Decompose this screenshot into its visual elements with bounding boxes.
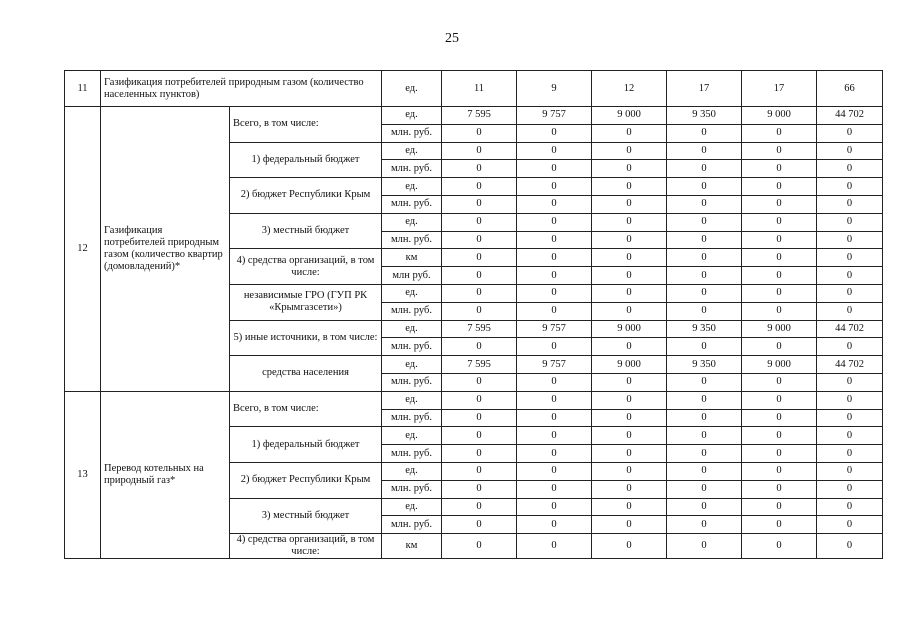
funding-source-label: 2) бюджет Республики Крым bbox=[230, 462, 382, 498]
value-cell: 0 bbox=[592, 445, 667, 463]
value-cell: 9 000 bbox=[742, 320, 817, 338]
value-cell: 0 bbox=[742, 516, 817, 534]
value-cell: 0 bbox=[442, 480, 517, 498]
value-cell: 0 bbox=[667, 160, 742, 178]
value-cell: 0 bbox=[667, 124, 742, 142]
value-cell: 0 bbox=[667, 373, 742, 391]
value-cell: 0 bbox=[667, 462, 742, 480]
value-cell: 0 bbox=[817, 427, 883, 445]
value-cell: 0 bbox=[517, 160, 592, 178]
value-cell: 0 bbox=[817, 142, 883, 160]
value-cell: 0 bbox=[592, 124, 667, 142]
value-cell: 0 bbox=[442, 231, 517, 249]
value-cell: 0 bbox=[592, 516, 667, 534]
unit-cell: ед. bbox=[382, 498, 442, 516]
table-body bbox=[65, 71, 883, 559]
indicator-name: Газификация потребителей природным газом (количество населенных пунктов) bbox=[101, 71, 382, 107]
table-row bbox=[65, 391, 883, 409]
unit-cell: млн. руб. bbox=[382, 160, 442, 178]
value-cell: 0 bbox=[592, 213, 667, 231]
value-cell: 9 350 bbox=[667, 320, 742, 338]
funding-source-label: 1) федеральный бюджет bbox=[230, 427, 382, 463]
value-cell: 0 bbox=[442, 124, 517, 142]
value-cell: 9 350 bbox=[667, 356, 742, 374]
value-cell: 0 bbox=[742, 160, 817, 178]
value-cell: 0 bbox=[592, 178, 667, 196]
value-cell: 0 bbox=[517, 534, 592, 559]
value-cell: 0 bbox=[517, 249, 592, 267]
value-cell: 0 bbox=[592, 249, 667, 267]
value-cell: 0 bbox=[442, 178, 517, 196]
page-number: 25 bbox=[445, 31, 459, 46]
funding-source-label: 4) средства организаций, в том числе: bbox=[230, 249, 382, 285]
value-cell: 0 bbox=[817, 160, 883, 178]
value-cell: 0 bbox=[742, 124, 817, 142]
unit-cell: млн. руб. bbox=[382, 302, 442, 320]
value-cell: 0 bbox=[817, 480, 883, 498]
gasification-table bbox=[64, 70, 883, 559]
value-cell: 11 bbox=[442, 71, 517, 107]
value-cell: 0 bbox=[592, 391, 667, 409]
value-cell: 0 bbox=[817, 267, 883, 285]
funding-source-label: 3) местный бюджет bbox=[230, 213, 382, 249]
value-cell: 0 bbox=[517, 302, 592, 320]
unit-cell: млн. руб. bbox=[382, 231, 442, 249]
value-cell: 0 bbox=[517, 480, 592, 498]
unit-cell: ед. bbox=[382, 427, 442, 445]
value-cell: 0 bbox=[742, 338, 817, 356]
value-cell: 0 bbox=[592, 284, 667, 302]
value-cell: 0 bbox=[592, 534, 667, 559]
value-cell: 0 bbox=[742, 249, 817, 267]
value-cell: 0 bbox=[442, 213, 517, 231]
value-cell: 0 bbox=[517, 462, 592, 480]
value-cell: 0 bbox=[667, 231, 742, 249]
unit-cell: млн. руб. bbox=[382, 409, 442, 427]
value-cell: 0 bbox=[817, 462, 883, 480]
value-cell: 0 bbox=[592, 302, 667, 320]
value-cell: 0 bbox=[442, 142, 517, 160]
unit-cell: млн. руб. bbox=[382, 445, 442, 463]
row-number: 12 bbox=[65, 107, 101, 392]
value-cell: 9 000 bbox=[592, 107, 667, 125]
unit-cell: млн. руб. bbox=[382, 338, 442, 356]
table-row bbox=[65, 71, 883, 107]
funding-source-label: 2) бюджет Республики Крым bbox=[230, 178, 382, 214]
unit-cell: ед. bbox=[382, 107, 442, 125]
value-cell: 0 bbox=[742, 391, 817, 409]
value-cell: 0 bbox=[442, 462, 517, 480]
value-cell: 0 bbox=[667, 284, 742, 302]
value-cell: 0 bbox=[742, 427, 817, 445]
value-cell: 0 bbox=[742, 195, 817, 213]
value-cell: 0 bbox=[517, 124, 592, 142]
value-cell: 0 bbox=[742, 213, 817, 231]
value-cell: 0 bbox=[667, 142, 742, 160]
value-cell: 0 bbox=[817, 178, 883, 196]
value-cell: 7 595 bbox=[442, 356, 517, 374]
unit-cell: млн руб. bbox=[382, 267, 442, 285]
value-cell: 0 bbox=[817, 124, 883, 142]
value-cell: 0 bbox=[592, 338, 667, 356]
value-cell: 9 bbox=[517, 71, 592, 107]
value-cell: 0 bbox=[667, 267, 742, 285]
value-cell: 0 bbox=[517, 373, 592, 391]
unit-cell: км bbox=[382, 249, 442, 267]
value-cell: 0 bbox=[517, 213, 592, 231]
value-cell: 0 bbox=[817, 195, 883, 213]
value-cell: 0 bbox=[517, 142, 592, 160]
value-cell: 9 000 bbox=[592, 356, 667, 374]
value-cell: 9 000 bbox=[592, 320, 667, 338]
value-cell: 0 bbox=[742, 373, 817, 391]
value-cell: 0 bbox=[667, 498, 742, 516]
value-cell: 44 702 bbox=[817, 320, 883, 338]
value-cell: 0 bbox=[667, 249, 742, 267]
value-cell: 0 bbox=[742, 142, 817, 160]
value-cell: 0 bbox=[742, 409, 817, 427]
value-cell: 0 bbox=[517, 391, 592, 409]
value-cell: 0 bbox=[517, 178, 592, 196]
value-cell: 0 bbox=[667, 195, 742, 213]
value-cell: 0 bbox=[592, 231, 667, 249]
value-cell: 12 bbox=[592, 71, 667, 107]
value-cell: 0 bbox=[517, 498, 592, 516]
table-row bbox=[65, 107, 883, 125]
value-cell: 17 bbox=[742, 71, 817, 107]
value-cell: 0 bbox=[517, 338, 592, 356]
value-cell: 0 bbox=[817, 213, 883, 231]
value-cell: 0 bbox=[742, 231, 817, 249]
value-cell: 0 bbox=[517, 409, 592, 427]
value-cell: 0 bbox=[817, 409, 883, 427]
value-cell: 0 bbox=[817, 391, 883, 409]
value-cell: 0 bbox=[517, 445, 592, 463]
value-cell: 0 bbox=[442, 391, 517, 409]
value-cell: 0 bbox=[592, 373, 667, 391]
value-cell: 17 bbox=[667, 71, 742, 107]
value-cell: 0 bbox=[667, 302, 742, 320]
funding-source-label: Всего, в том числе: bbox=[230, 107, 382, 143]
funding-source-label: 3) местный бюджет bbox=[230, 498, 382, 534]
value-cell: 0 bbox=[742, 480, 817, 498]
value-cell: 7 595 bbox=[442, 107, 517, 125]
value-cell: 0 bbox=[592, 462, 667, 480]
value-cell: 0 bbox=[817, 249, 883, 267]
value-cell: 0 bbox=[442, 516, 517, 534]
value-cell: 0 bbox=[442, 373, 517, 391]
unit-cell: ед. bbox=[382, 320, 442, 338]
value-cell: 9 000 bbox=[742, 107, 817, 125]
value-cell: 9 757 bbox=[517, 320, 592, 338]
unit-cell: млн. руб. bbox=[382, 373, 442, 391]
unit-cell: км bbox=[382, 534, 442, 559]
value-cell: 0 bbox=[817, 284, 883, 302]
value-cell: 0 bbox=[517, 284, 592, 302]
value-cell: 66 bbox=[817, 71, 883, 107]
row-number: 11 bbox=[65, 71, 101, 107]
unit-cell: ед. bbox=[382, 142, 442, 160]
value-cell: 0 bbox=[742, 498, 817, 516]
value-cell: 0 bbox=[442, 427, 517, 445]
value-cell: 0 bbox=[592, 480, 667, 498]
value-cell: 0 bbox=[517, 195, 592, 213]
value-cell: 0 bbox=[667, 338, 742, 356]
value-cell: 44 702 bbox=[817, 356, 883, 374]
value-cell: 0 bbox=[667, 178, 742, 196]
unit-cell: ед. bbox=[382, 391, 442, 409]
funding-source-label: 4) средства организаций, в том числе: bbox=[230, 534, 382, 559]
value-cell: 0 bbox=[592, 142, 667, 160]
value-cell: 9 350 bbox=[667, 107, 742, 125]
value-cell: 0 bbox=[817, 445, 883, 463]
value-cell: 0 bbox=[742, 284, 817, 302]
value-cell: 0 bbox=[442, 302, 517, 320]
value-cell: 9 757 bbox=[517, 356, 592, 374]
unit-cell: млн. руб. bbox=[382, 480, 442, 498]
unit-cell: ед. bbox=[382, 213, 442, 231]
funding-source-label: Всего, в том числе: bbox=[230, 391, 382, 427]
value-cell: 0 bbox=[442, 409, 517, 427]
value-cell: 0 bbox=[742, 462, 817, 480]
value-cell: 0 bbox=[742, 445, 817, 463]
unit-cell: ед. bbox=[382, 356, 442, 374]
value-cell: 0 bbox=[817, 231, 883, 249]
unit-cell: ед. bbox=[382, 178, 442, 196]
value-cell: 0 bbox=[592, 498, 667, 516]
unit-cell: ед. bbox=[382, 71, 442, 107]
value-cell: 9 757 bbox=[517, 107, 592, 125]
unit-cell: ед. bbox=[382, 462, 442, 480]
indicator-name: Перевод котельных на природный газ* bbox=[101, 391, 230, 558]
value-cell: 0 bbox=[517, 267, 592, 285]
value-cell: 0 bbox=[592, 267, 667, 285]
value-cell: 0 bbox=[592, 195, 667, 213]
funding-source-label: 1) федеральный бюджет bbox=[230, 142, 382, 178]
value-cell: 0 bbox=[592, 427, 667, 445]
funding-source-label: 5) иные источники, в том числе: bbox=[230, 320, 382, 356]
value-cell: 0 bbox=[742, 302, 817, 320]
unit-cell: млн. руб. bbox=[382, 516, 442, 534]
value-cell: 0 bbox=[442, 160, 517, 178]
value-cell: 0 bbox=[442, 195, 517, 213]
value-cell: 0 bbox=[592, 160, 667, 178]
row-number: 13 bbox=[65, 391, 101, 558]
value-cell: 0 bbox=[667, 445, 742, 463]
value-cell: 0 bbox=[517, 516, 592, 534]
value-cell: 0 bbox=[442, 445, 517, 463]
value-cell: 0 bbox=[667, 534, 742, 559]
value-cell: 0 bbox=[517, 231, 592, 249]
value-cell: 0 bbox=[442, 267, 517, 285]
value-cell: 0 bbox=[667, 213, 742, 231]
value-cell: 0 bbox=[592, 409, 667, 427]
value-cell: 7 595 bbox=[442, 320, 517, 338]
unit-cell: млн. руб. bbox=[382, 195, 442, 213]
value-cell: 0 bbox=[667, 516, 742, 534]
value-cell: 44 702 bbox=[817, 107, 883, 125]
value-cell: 0 bbox=[817, 302, 883, 320]
value-cell: 0 bbox=[442, 338, 517, 356]
value-cell: 0 bbox=[667, 391, 742, 409]
unit-cell: млн. руб. bbox=[382, 124, 442, 142]
value-cell: 0 bbox=[517, 427, 592, 445]
value-cell: 0 bbox=[667, 427, 742, 445]
funding-source-label: средства населения bbox=[230, 356, 382, 392]
value-cell: 0 bbox=[817, 373, 883, 391]
funding-source-label: независимые ГРО (ГУП РК «Крымгазсети») bbox=[230, 284, 382, 320]
value-cell: 0 bbox=[817, 338, 883, 356]
value-cell: 0 bbox=[817, 498, 883, 516]
value-cell: 9 000 bbox=[742, 356, 817, 374]
value-cell: 0 bbox=[442, 249, 517, 267]
value-cell: 0 bbox=[442, 284, 517, 302]
value-cell: 0 bbox=[442, 498, 517, 516]
indicator-name: Газификация потребителей природным газом (количество квартир (домовладений)* bbox=[101, 107, 230, 392]
value-cell: 0 bbox=[742, 178, 817, 196]
value-cell: 0 bbox=[817, 534, 883, 559]
value-cell: 0 bbox=[817, 516, 883, 534]
value-cell: 0 bbox=[742, 267, 817, 285]
value-cell: 0 bbox=[667, 480, 742, 498]
value-cell: 0 bbox=[742, 534, 817, 559]
value-cell: 0 bbox=[667, 409, 742, 427]
unit-cell: ед. bbox=[382, 284, 442, 302]
value-cell: 0 bbox=[442, 534, 517, 559]
